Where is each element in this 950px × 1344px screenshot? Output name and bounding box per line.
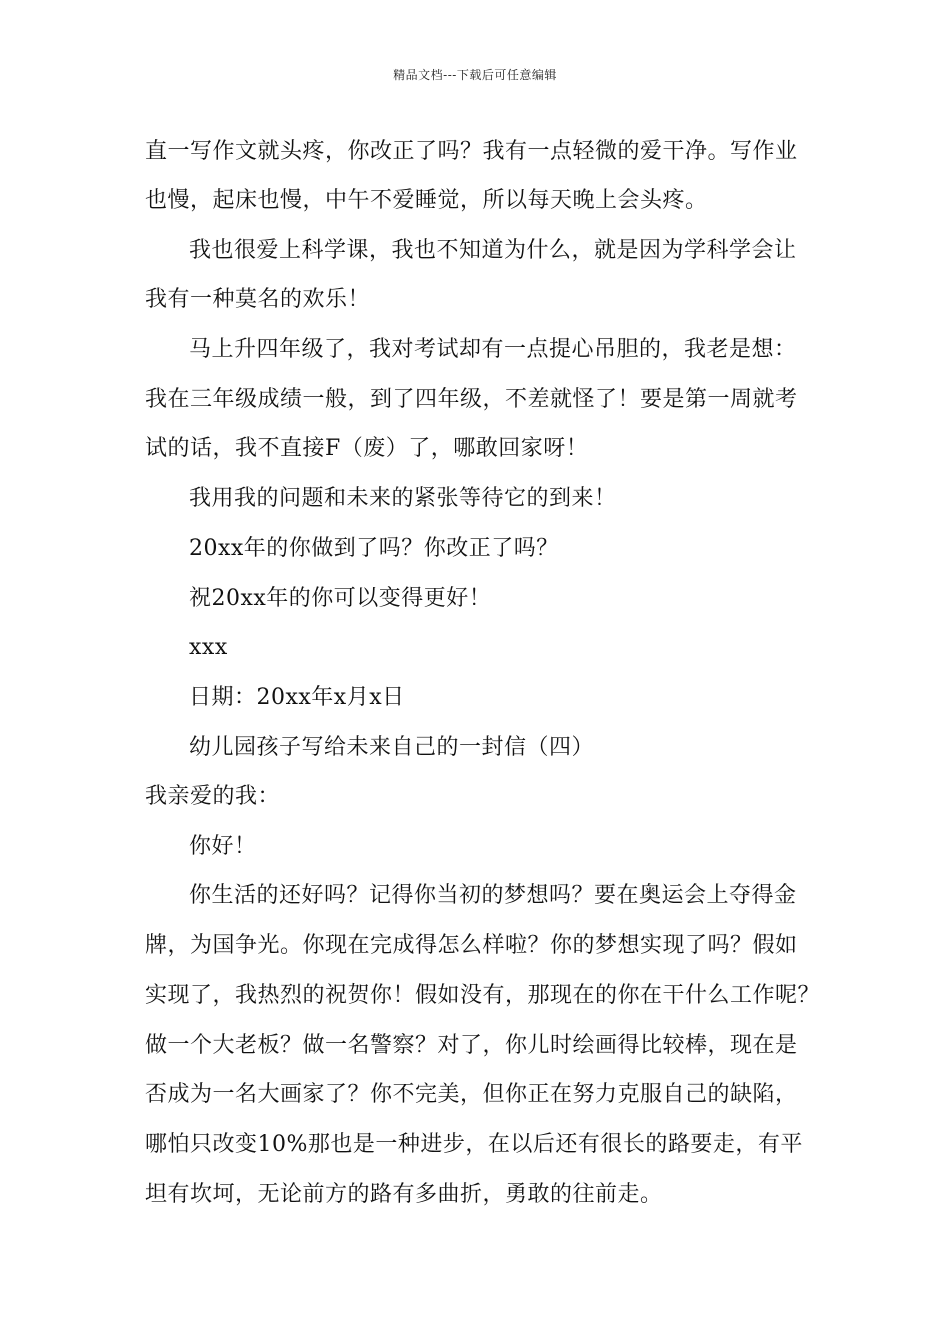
signature-line: xxx: [189, 635, 228, 660]
section-title: 幼儿园孩子写给未来自己的一封信（四）: [189, 735, 595, 760]
body-line: 我在三年级成绩一般，到了四年级，不差就怪了！要是第一周就考: [145, 387, 798, 412]
body-line: 马上升四年级了，我对考试却有一点提心吊胆的，我老是想：: [189, 337, 797, 362]
body-line: 你生活的还好吗？记得你当初的梦想吗？要在奥运会上夺得金: [189, 883, 797, 908]
body-line: 直一写作文就头疼，你改正了吗？我有一点轻微的爱干净。写作业: [145, 139, 798, 164]
body-line: 我有一种莫名的欢乐！: [145, 287, 371, 312]
body-line: 也慢，起床也慢，中午不爱睡觉，所以每天晚上会头疼。: [145, 188, 708, 213]
body-line: 牌，为国争光。你现在完成得怎么样啦？你的梦想实现了吗？假如: [145, 933, 798, 958]
salutation-line: 我亲爱的我：: [145, 784, 281, 809]
page-header: 精品文档---下载后可任意编辑: [393, 68, 557, 82]
body-line: 20xx年的你做到了吗？你改正了吗？: [189, 536, 559, 561]
body-line: 实现了，我热烈的祝贺你！假如没有，那现在的你在干什么工作呢？: [145, 983, 821, 1008]
body-line: 做一个大老板？做一名警察？对了，你儿时绘画得比较棒，现在是: [145, 1033, 798, 1058]
body-line: 坦有坎坷，无论前方的路有多曲折，勇敢的往前走。: [145, 1182, 663, 1207]
body-line: 我用我的问题和未来的紧张等待它的到来！: [189, 486, 617, 511]
body-line: 祝20xx年的你可以变得更好！: [189, 586, 492, 611]
date-line: 日期：20xx年x月x日: [189, 685, 405, 710]
body-line: 哪怕只改变10%那也是一种进步，在以后还有很长的路要走，有平: [145, 1132, 803, 1157]
greeting-line: 你好！: [189, 834, 257, 859]
body-line: 我也很爱上科学课，我也不知道为什么，就是因为学科学会让: [189, 238, 797, 263]
body-line: 否成为一名大画家了？你不完美，但你正在努力克服自己的缺陷，: [145, 1082, 798, 1107]
body-line: 试的话，我不直接F（废）了，哪敢回家呀！: [145, 436, 589, 461]
